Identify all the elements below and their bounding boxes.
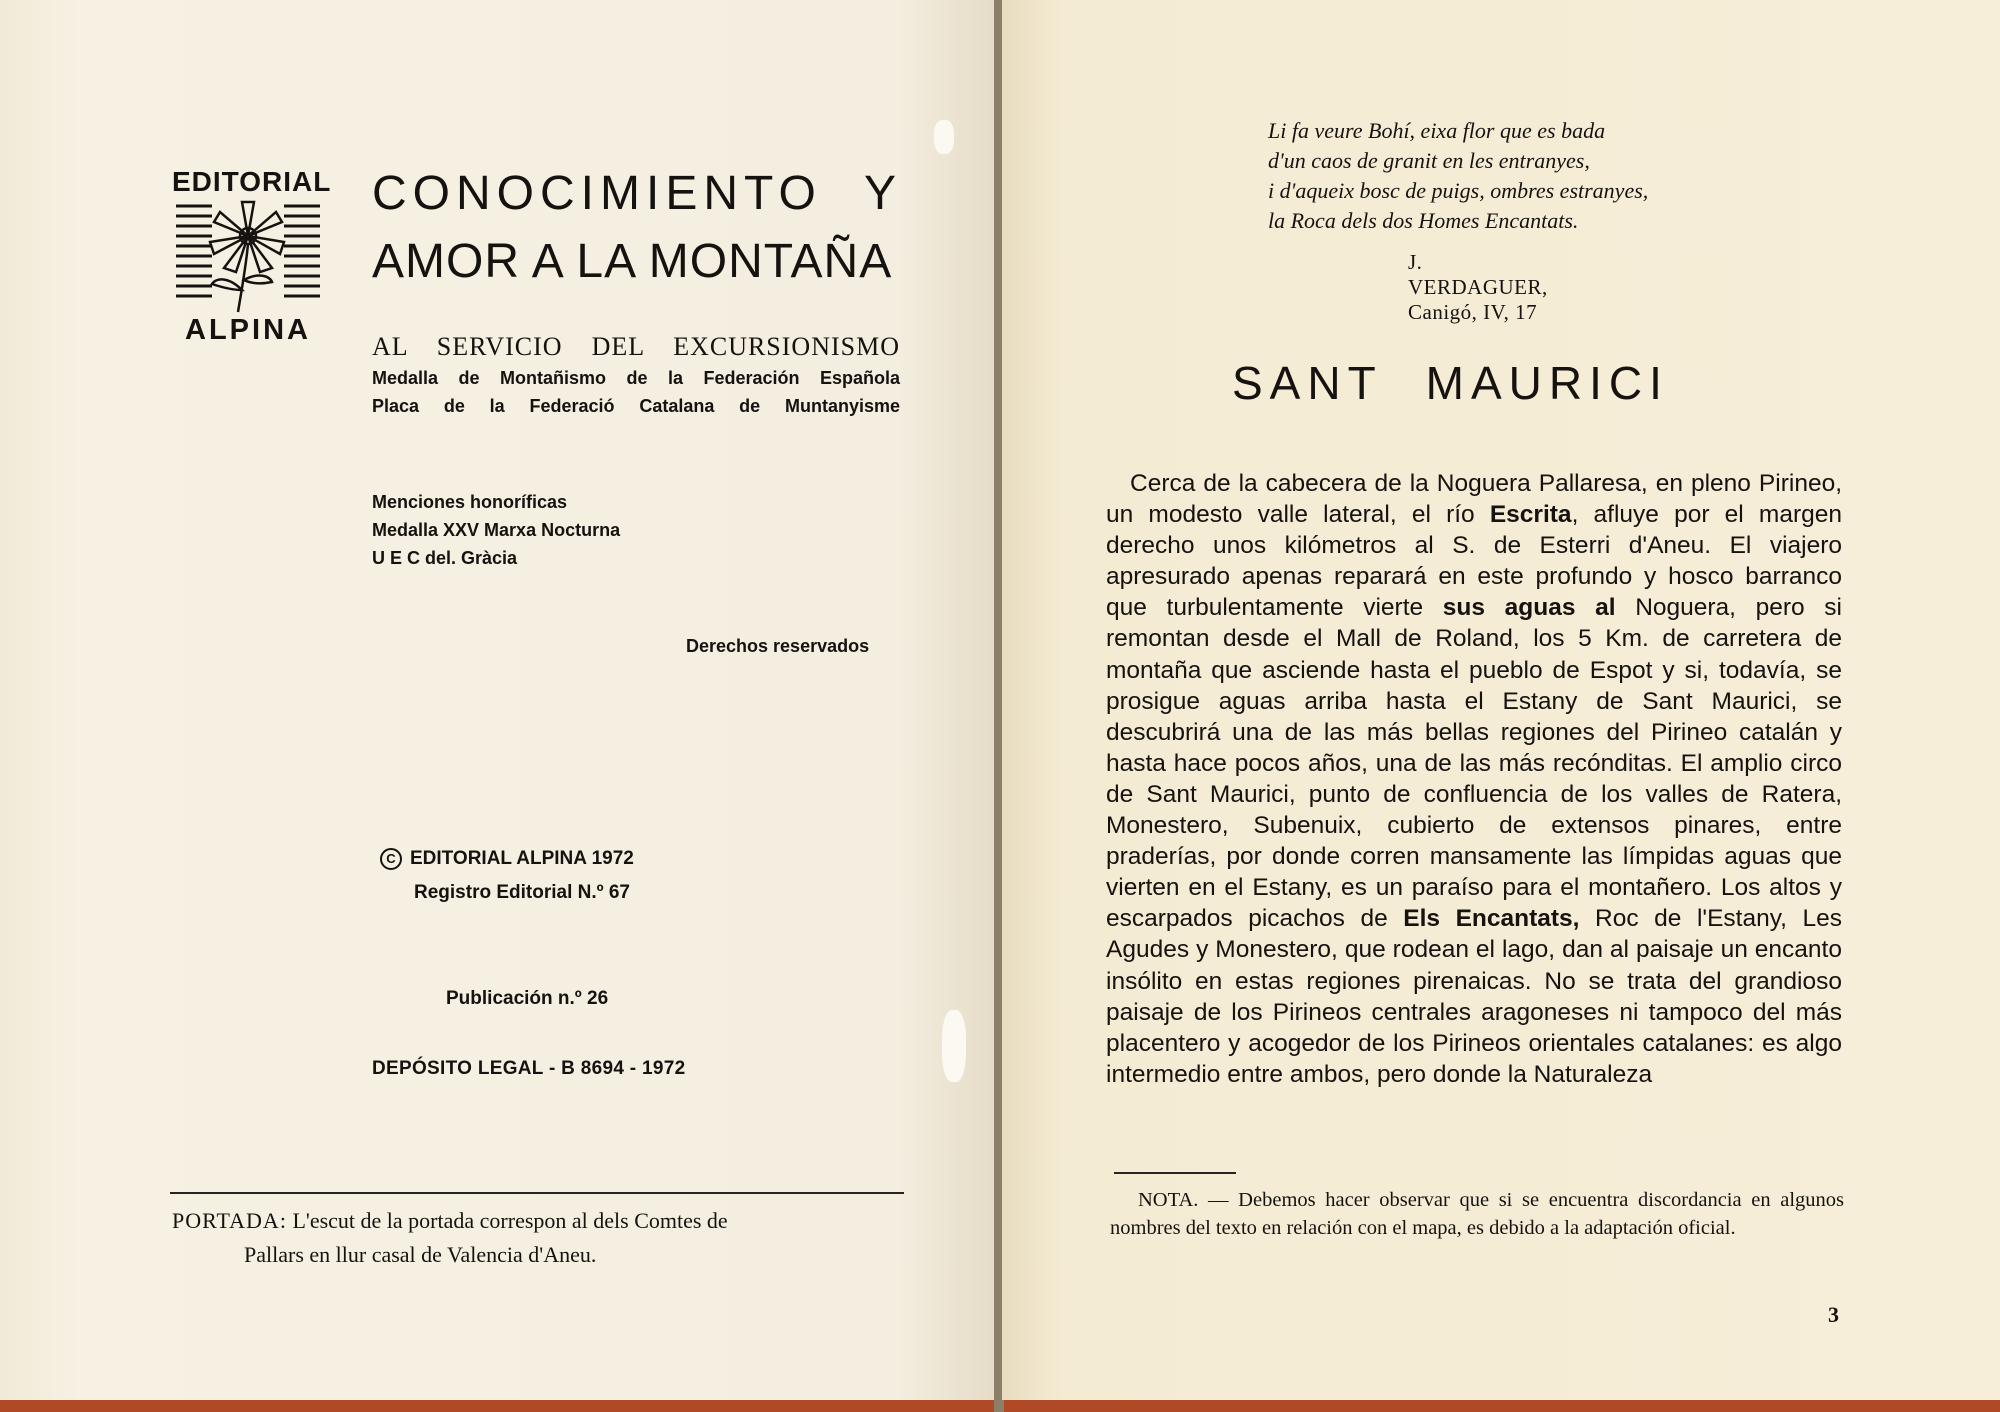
mentions-heading: Menciones honoríficas <box>372 492 568 512</box>
publisher-registry: Registro Editorial N.º 67 <box>414 882 630 903</box>
verse-line: Li fa veure Bohí, eixa flor que es bada <box>1268 118 1606 143</box>
logo-text-bottom: ALPINA <box>185 314 311 346</box>
paper-tear <box>934 120 954 154</box>
mention-item: U E C del. Gràcia <box>372 548 518 568</box>
cover-note-line-1: L'escut de la portada correspon al dels Comtes de <box>292 1208 728 1233</box>
series-subtitle: AL SERVICIO DEL EXCURSIONISMO <box>372 332 900 361</box>
body-paragraph: Cerca de la cabecera de la Noguera Pallaresa, en pleno Pirineo, un modesto valle lateral, el río Escrita, afluye por el margen derecho unos kilómetros al S. de Esterri d'Aneu. El viajero apresurado apenas reparará en este profundo y hosco barranco que turbulentamente vierte sus aguas al Noguera, pero si remontan desde el Mall de Roland, los 5 Km. de carretera de montaña que asciende hasta el pueblo de Espot y si, todavía, se prosigue aguas arriba hasta el Estany de Sant Maurici, se descubrirá una de las más bellas regiones del Pirineo catalán y hasta hace pocos años, una de las más recónditas. El amplio circo de Sant Maurici, punto de confluencia de los valles de Ratera, Monestero, Subenuix, cubierto de extensos pinares, entre praderías, por donde corren mansamente las límpidas aguas que vierten en el Estany, es un paraíso para el montañero. Los altos y escarpados picachos de Els Encantats, Roc de l'Estany, Les Agudes y Monestero, que rodean el lago, dan al paisaje un encanto insólito en estas regiones pirenaicas. No se trata del grandioso paisaje de los Pirineos centrales aragoneses ni tampoco del más placentero y acogedor de los Pirineos orientales catalanes: es algo intermedio entre ambos, pero donde la Naturaleza <box>1106 470 1843 1088</box>
logo-text-top: EDITORIAL <box>172 166 332 197</box>
paper-tear <box>942 1010 966 1082</box>
copyright-icon: C <box>380 848 402 870</box>
cover-note-line-2: Pallars en llur casal de Valencia d'Aneu. <box>244 1242 597 1267</box>
rights-reserved: Derechos reservados <box>686 636 870 656</box>
chapter-title: SANT MAURICI <box>1232 357 1669 409</box>
right-page <box>1002 0 2000 1400</box>
footnote: NOTA. — Debemos hacer observar que si se encuentra discordancia en algunos nombres del texto en relación con el mapa, es debido a la adaptación oficial. <box>1110 1189 1844 1239</box>
copyright-text: EDITORIAL ALPINA 1972 <box>410 848 634 869</box>
epigraph-verse <box>1268 116 1828 236</box>
divider <box>170 1192 904 1194</box>
publication-number: Publicación n.º 26 <box>446 988 609 1009</box>
verse-line: i d'aqueix bosc de puigs, ombres estranyes, <box>1268 178 1649 203</box>
series-title-line-1: CONOCIMIENTO Y <box>372 167 902 220</box>
plaque-line: Placa de la Federació Catalana de Muntanyisme <box>372 396 900 416</box>
cover-note <box>172 1204 906 1272</box>
honorary-mentions <box>372 488 620 572</box>
verse-line: d'un caos de granit en les entranyes, <box>1268 148 1590 173</box>
epigraph-attribution: J. VERDAGUER, Canigó, IV, 17 <box>1408 250 1548 324</box>
cover-note-label: PORTADA: <box>172 1208 287 1233</box>
series-title-line-2: AMOR A LA MONTAÑA <box>372 235 893 288</box>
mention-item: Medalla XXV Marxa Nocturna <box>372 520 621 540</box>
legal-deposit: DEPÓSITO LEGAL - B 8694 - 1972 <box>372 1058 686 1079</box>
edelweiss-icon <box>172 196 324 314</box>
publisher-logo <box>172 166 332 346</box>
medal-line: Medalla de Montañismo de la Federación Española <box>372 368 900 388</box>
verse-line: la Roca dels dos Homes Encantats. <box>1268 208 1579 233</box>
page-number: 3 <box>1828 1302 1839 1327</box>
footnote-divider <box>1114 1172 1236 1174</box>
series-title <box>372 160 902 296</box>
copyright-block <box>380 842 634 910</box>
left-page <box>0 0 996 1400</box>
